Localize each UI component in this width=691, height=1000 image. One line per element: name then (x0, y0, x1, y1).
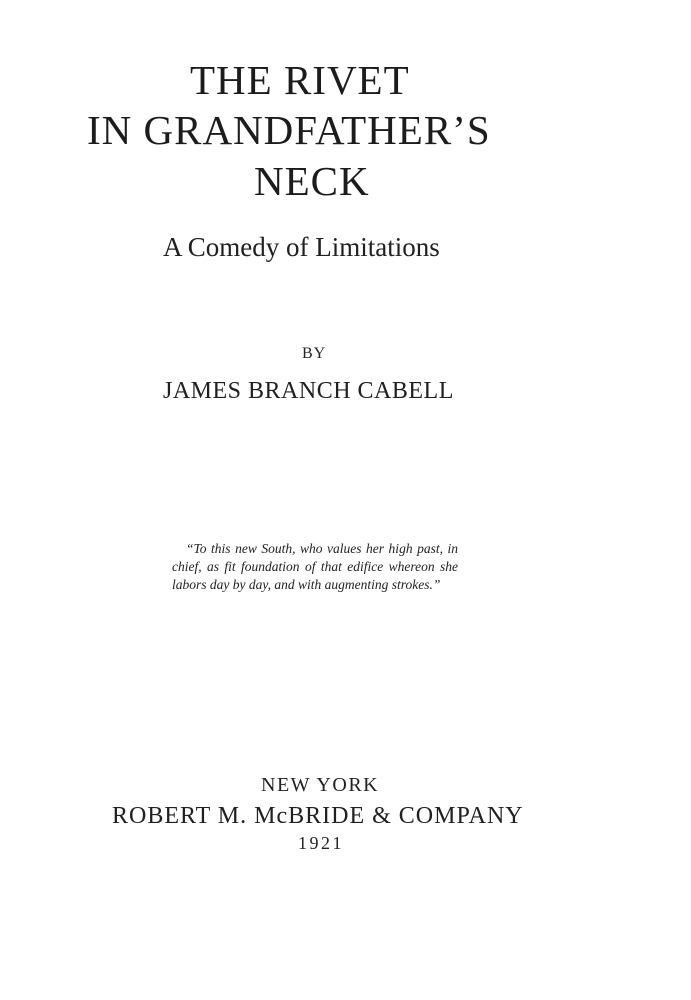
imprint-city: NEW YORK (261, 774, 380, 796)
imprint-publisher: ROBERT M. McBRIDE & COMPANY (112, 803, 524, 829)
epigraph: “To this new South, who values her high past, in chief, as fit foundation of that edifice whereon she labors day by day, and with augmenting strokes.” (172, 541, 458, 592)
book-subtitle: A Comedy of Limitations (163, 232, 440, 262)
imprint-year: 1921 (298, 833, 344, 853)
book-title-line-3: NECK (254, 158, 370, 204)
author-name: JAMES BRANCH CABELL (163, 378, 454, 404)
book-title-line-1: THE RIVET (190, 57, 410, 103)
by-line: BY (302, 345, 327, 362)
book-title-line-2: IN GRANDFATHER’S (87, 107, 491, 153)
